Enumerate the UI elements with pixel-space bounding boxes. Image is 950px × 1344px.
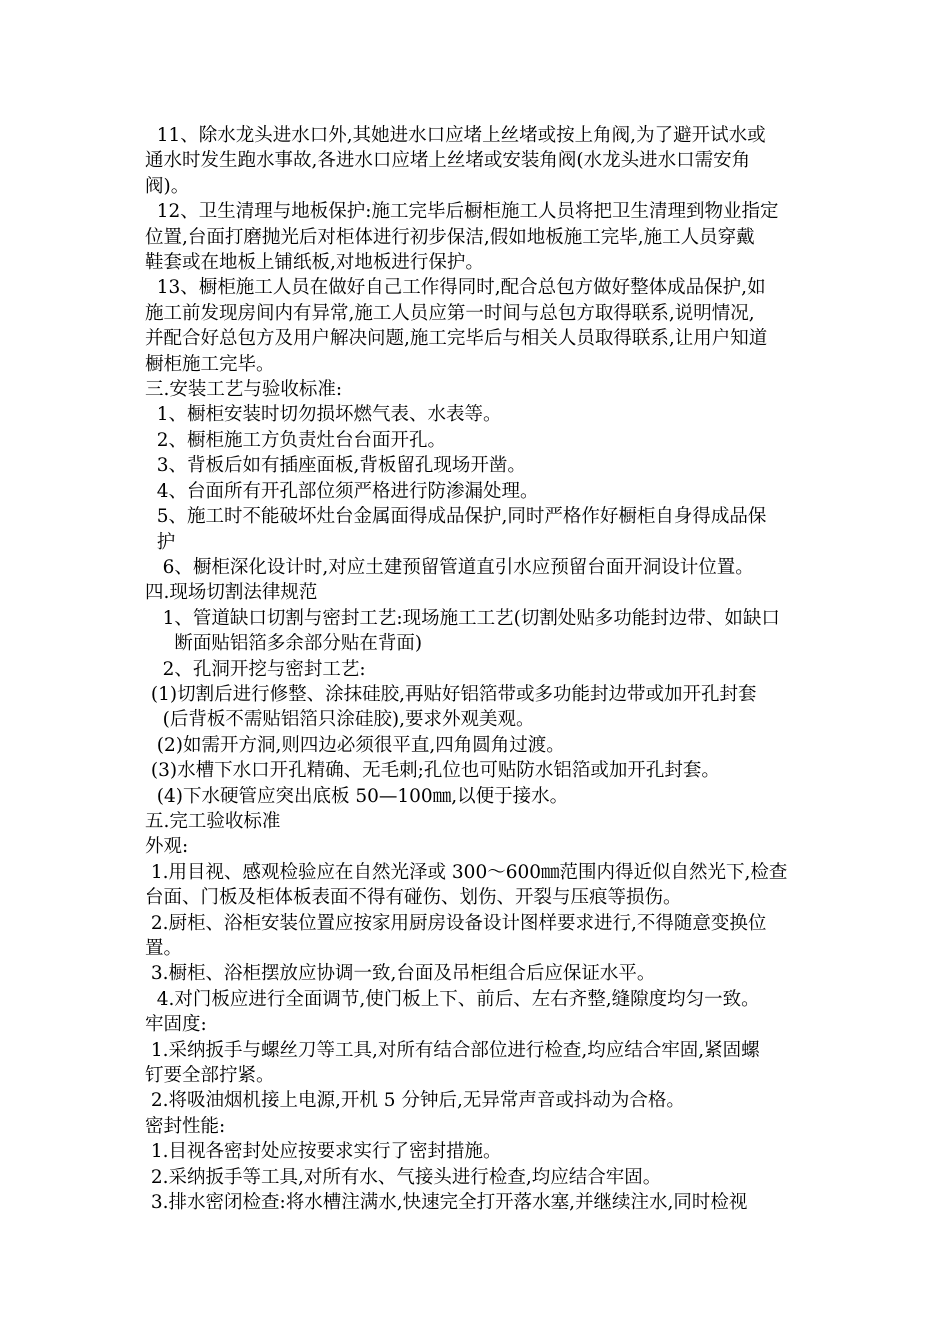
text-line: 钉要全部拧紧。 [145,1065,275,1087]
text-line: 1、管道缺口切割与密封工艺:现场施工工艺(切割处贴多功能封边带、如缺口 [145,607,780,629]
document-body [145,123,810,1215]
text-line: 2、孔洞开挖与密封工艺: [145,658,366,680]
text-line: 断面贴铝箔多余部分贴在背面) [145,633,423,655]
text-line: (4)下水硬管应突出底板 50—100㎜,以便于接水。 [145,785,569,807]
text-line: 13、橱柜施工人员在做好自己工作得同时,配合总包方做好整体成品保护,如 [145,277,766,299]
text-line: 施工前发现房间内有异常,施工人员应第一时间与总包方取得联系,说明情况, [145,302,755,324]
text-line: 12、卫生清理与地板保护:施工完毕后橱柜施工人员将把卫生清理到物业指定 [145,201,779,223]
text-line: 外观: [145,836,189,858]
text-line: 阀)。 [145,175,190,197]
text-line: 2.将吸油烟机接上电源,开机 5 分钟后,无异常声音或抖动为合格。 [145,1090,685,1112]
text-line: 11、除水龙头进水口外,其她进水口应堵上丝堵或按上角阀,为了避开试水或 [145,125,766,146]
text-line: 6、橱柜深化设计时,对应土建预留管道直引水应预留台面开洞设计位置。 [145,556,754,578]
text-line: 1.用目视、感观检验应在自然光泽或 300～600㎜范围内得近似自然光下,检查 [145,861,788,883]
text-line: (3)水槽下水口开孔精确、无毛刺;孔位也可贴防水铝箔或加开孔封套。 [145,760,720,782]
text-line: 通水时发生跑水事故,各进水口应堵上丝堵或安装角阀(水龙头进水口需安角 [145,150,751,172]
text-line: 四.现场切割法律规范 [145,582,318,604]
text-line: (2)如需开方洞,则四边必须很平直,四角圆角过渡。 [145,734,565,756]
text-line: 置。 [145,938,183,959]
text-line: 鞋套或在地板上铺纸板,对地板进行保护。 [145,252,484,274]
text-line: 护 [145,531,176,553]
text-line: 5、施工时不能破坏灶台金属面得成品保护,同时严格作好橱柜自身得成品保 [145,506,767,528]
text-line: 1.目视各密封处应按要求实行了密封措施。 [145,1141,502,1163]
text-line: 3.排水密闭检查:将水槽注满水,快速完全打开落水塞,并继续注水,同时检视 [145,1192,748,1214]
text-line: 台面、门板及柜体板表面不得有碰伤、划伤、开裂与压痕等损伤。 [145,887,682,909]
text-line: 五.完工验收标准 [145,810,281,832]
text-line: 4、台面所有开孔部位须严格进行防渗漏处理。 [145,480,539,502]
text-line: 1、橱柜安装时切勿损坏燃气表、水表等。 [145,404,502,426]
text-line: (1)切割后进行修整、涂抹硅胶,再贴好铝箔带或多功能封边带或加开孔封套 [145,683,757,705]
text-line: (后背板不需贴铝箔只涂硅胶),要求外观美观。 [145,709,535,731]
text-line: 1.采纳扳手与螺丝刀等工具,对所有结合部位进行检查,均应结合牢固,紧固螺 [145,1039,760,1061]
text-line: 位置,台面打磨抛光后对柜体进行初步保洁,假如地板施工完毕,施工人员穿戴 [145,226,755,248]
text-line: 3、背板后如有插座面板,背板留孔现场开凿。 [145,455,526,477]
text-line: 三.安装工艺与验收标准: [145,379,343,401]
text-line: 密封性能: [145,1115,226,1137]
text-line: 3.橱柜、浴柜摆放应协调一致,台面及吊柜组合后应保证水平。 [145,963,656,985]
text-line: 并配合好总包方及用户解决问题,施工完毕后与相关人员取得联系,让用户知道 [145,328,768,350]
text-line: 2.厨柜、浴柜安装位置应按家用厨房设备设计图样要求进行,不得随意变换位 [145,912,767,934]
text-line: 橱柜施工完毕。 [145,353,275,375]
text-line: 4.对门板应进行全面调节,使门板上下、前后、左右齐整,缝隙度均匀一致。 [145,988,760,1010]
text-line: 牢固度: [145,1014,207,1036]
text-line: 2.采纳扳手等工具,对所有水、气接头进行检查,均应结合牢固。 [145,1166,662,1188]
text-line: 2、橱柜施工方负责灶台台面开孔。 [145,429,447,451]
